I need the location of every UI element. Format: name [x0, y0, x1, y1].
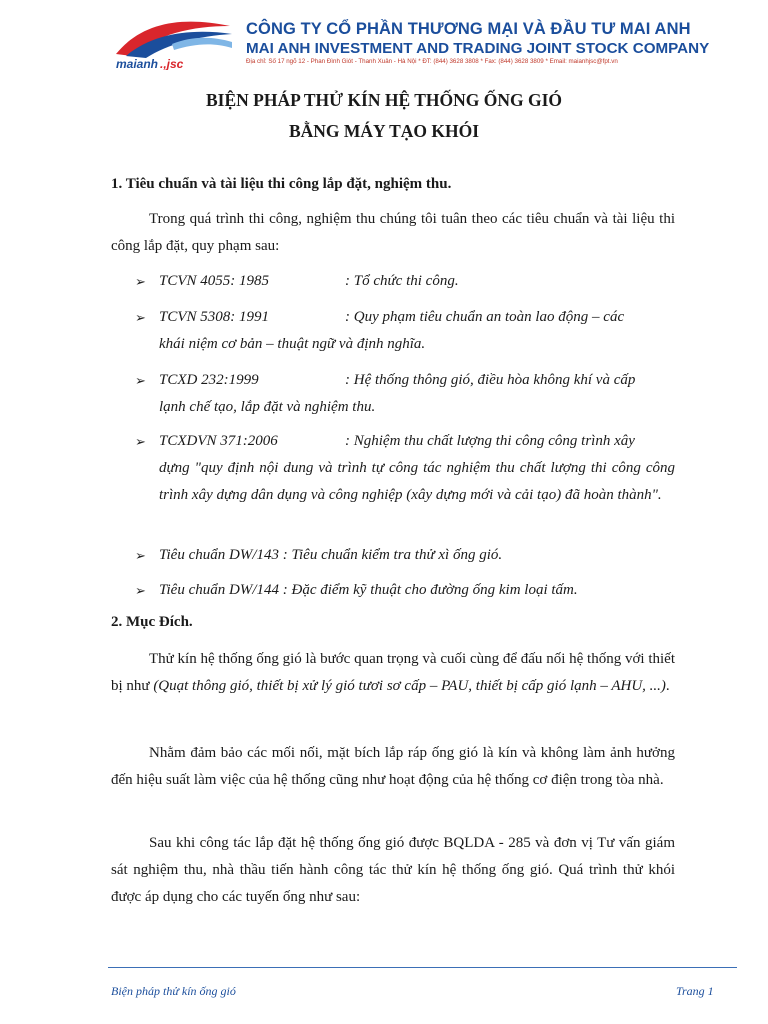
svg-text:.,jsc: .,jsc	[160, 57, 184, 70]
company-address: Địa chỉ: Số 17 ngõ 12 - Phan Đình Giót - Thanh Xuân - Hà Nội * ĐT: (844) 3628 3808 * Fax: (844) 3628 3809 * Email: maianhjsc@fpt.vn	[246, 58, 618, 65]
purpose-text: Thử kín hệ thống ống gió là bước quan trọng và cuối cùng để đấu nối hệ thống với thiết bị như	[111, 651, 675, 694]
standard-description: : Nghiệm thu chất lượng thi công công trình xây	[345, 433, 635, 449]
company-name-en: MAI ANH INVESTMENT AND TRADING JOINT STOCK COMPANY	[246, 40, 710, 57]
arrow-bullet-icon: ➢	[135, 373, 146, 388]
letterhead	[0, 0, 768, 80]
section-heading-purpose: 2. Mục Đích.	[111, 614, 193, 630]
document-title-line2: BẰNG MÁY TẠO KHÓI	[288, 121, 480, 141]
purpose-paragraph-2: Nhằm đảm bảo các mối nối, mặt bích lắp ráp ống gió là kín và không làm ảnh hưởng đến hiệu suất làm việc của hệ thống cũng như hoạt động của hệ thống cơ điện trong tòa nhà.	[111, 745, 675, 788]
purpose-end: .	[665, 678, 670, 694]
footer-document-name: Biện pháp thử kín ống gió	[111, 984, 236, 998]
section-heading-standards: 1. Tiêu chuẩn và tài liệu thi công lắp đặt, nghiệm thu.	[111, 176, 452, 192]
company-logo	[112, 14, 236, 70]
company-name-vn: CÔNG TY CỔ PHẦN THƯƠNG MẠI VÀ ĐẦU TƯ MAI ANH	[246, 20, 691, 38]
section-intro-paragraph: Trong quá trình thi công, nghiệm thu chúng tôi tuân theo các tiêu chuẩn và tài liệu thi công lắp đặt, quy phạm sau:	[111, 211, 675, 254]
standard-description: : Hệ thống thông gió, điều hòa không khí và cấp	[345, 372, 636, 388]
arrow-bullet-icon: ➢	[135, 274, 146, 289]
equipment-list: (Quạt thông gió, thiết bị xử lý gió tươi sơ cấp – PAU, thiết bị cấp gió lạnh – AHU, ...)	[153, 678, 666, 694]
standard-description-cont: lạnh chế tạo, lắp đặt và nghiệm thu.	[159, 399, 376, 415]
standard-code: TCXD 232:1999	[159, 372, 259, 388]
standard-code: TCVN 5308: 1991	[159, 309, 270, 325]
standard-description: : Quy phạm tiêu chuẩn an toàn lao động – các	[345, 309, 625, 325]
standard-code: TCVN 4055: 1985	[159, 273, 270, 289]
arrow-bullet-icon: ➢	[135, 548, 146, 563]
standard-description-cont: dựng "quy định nội dung và trình tự công tác nghiệm thu chất lượng thi công công trình xây dựng dân dụng và công nghiệp (xây dựng mới và cải tạo) đã hoàn thành".	[159, 460, 675, 503]
purpose-paragraph-1	[111, 646, 675, 700]
arrow-bullet-icon: ➢	[135, 583, 146, 598]
standard-description: : Tổ chức thi công.	[345, 273, 459, 289]
standard-line: Tiêu chuẩn DW/143 : Tiêu chuẩn kiểm tra thử xì ống gió.	[159, 547, 503, 563]
arrow-bullet-icon: ➢	[135, 434, 146, 449]
page-number: Trang 1	[676, 984, 714, 998]
arrow-bullet-icon: ➢	[135, 310, 146, 325]
purpose-paragraph-3: Sau khi công tác lắp đặt hệ thống ống gió được BQLDA - 285 và đơn vị Tư vấn giám sát nghiệm thu, nhà thầu tiến hành công tác thử kín hệ thống ống gió. Quá trình thử khói được áp dụng cho các tuyến ống như sau:	[111, 835, 675, 905]
standard-code: TCXDVN 371:2006	[159, 433, 278, 449]
svg-text:maianh: maianh	[116, 57, 159, 70]
footer-divider	[108, 967, 737, 968]
standard-description-cont: khái niệm cơ bản – thuật ngữ và định nghĩa.	[159, 336, 426, 352]
standard-line: Tiêu chuẩn DW/144 : Đặc điểm kỹ thuật cho đường ống kim loại tấm.	[159, 582, 578, 598]
document-title-line1: BIỆN PHÁP THỬ KÍN HỆ THỐNG ỐNG GIÓ	[205, 90, 563, 110]
